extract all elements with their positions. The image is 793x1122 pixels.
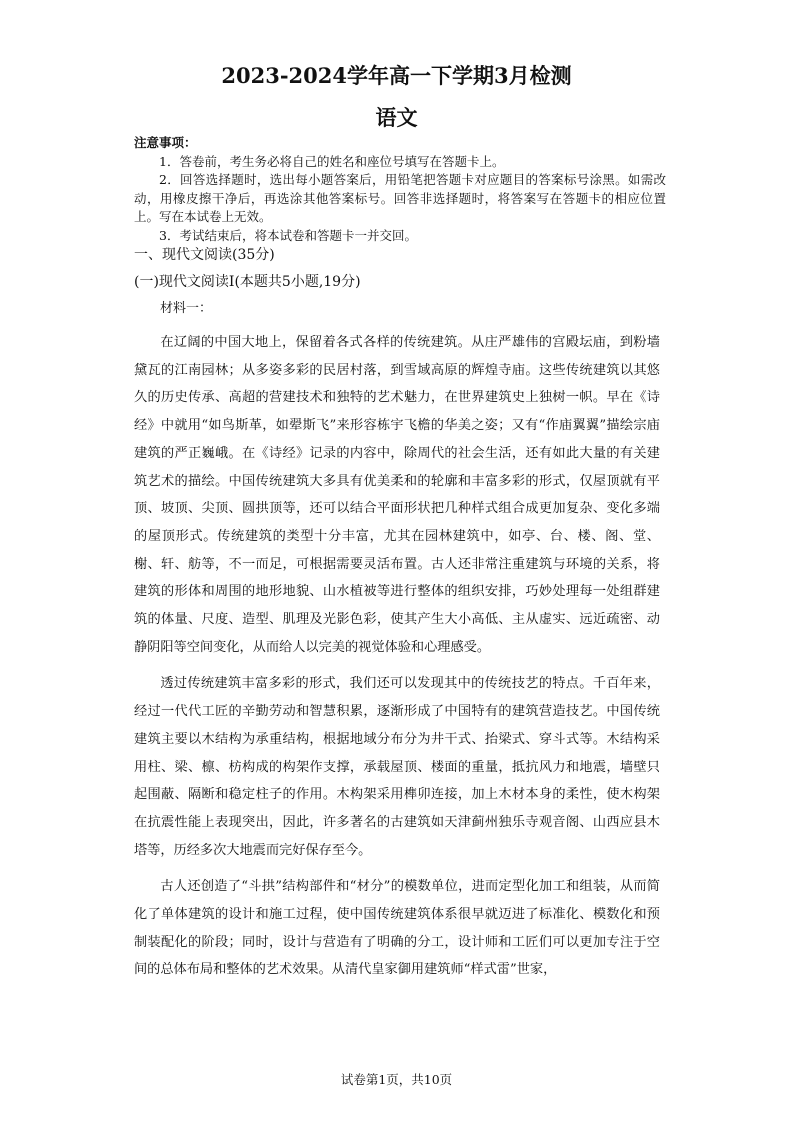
subject-title: 语文 [375, 105, 418, 130]
section-heading-modern-reading: 一、现代文阅读(35分) [134, 247, 275, 263]
exam-title: 2023-2024学年高一下学期3月检测 [221, 63, 572, 88]
passage-paragraph-2: 透过传统建筑丰富多彩的形式，我们还可以发现其中的传统技艺的特点。千百年来，经过一代代工匠的辛勤劳动和智慧积累，逐渐形成了中国特有的建筑营造技艺。中国传统建筑主要以木结构为承重结构，根据地域分布分为井干式、抬梁式、穿斗式等。木结构采用柱、梁、檩、枋构成的构架作支撑，承载屋顶、楼面的重量，抵抗风力和地震，墙壁只起围蔽、隔断和稳定柱子的作用。木构架采用榫卯连接，加上木材本身的柔性，使木构架在抗震性能上表现突出，因此，许多著名的古建筑如天津蓟州独乐寺观音阁、山西应县木塔等，历经多次大地震而完好保存至今。 [134, 676, 660, 858]
material-label: 材料一： [160, 301, 213, 316]
page-footer: 试卷第1页，共10页 [340, 1072, 453, 1087]
notes-heading: 注意事项： [134, 135, 197, 150]
passage-body [134, 329, 660, 993]
passage-paragraph-1: 在辽阔的中国大地上，保留着各式各样的传统建筑。从庄严雄伟的宫殿坛庙，到粉墙黛瓦的江南园林；从多姿多彩的民居村落，到雪域高原的辉煌寺庙。这些传统建筑以其悠久的历史传承、高超的营建技术和独特的艺术魅力，在世界建筑史上独树一帜。早在《诗经》中就用“如鸟斯革，如翚斯飞”来形容栋宇飞檐的华美之姿；又有“作庙翼翼”描绘宗庙建筑的严正巍峨。在《诗经》记录的内容中，除周代的社会生活，还有如此大量的有关建筑艺术的描绘。中国传统建筑大多具有优美柔和的轮廓和丰富多彩的形式，仅屋顶就有平顶、坡顶、尖顶、圆拱顶等，还可以结合平面形状把几种样式组合成更加复杂、变化多端的屋顶形式。传统建筑的类型十分丰富，尤其在园林建筑中，如亭、台、楼、阁、堂、榭、轩、舫等，不一而足，可根据需要灵活布置。古人还非常注重建筑与环境的关系，将建筑的形体和周围的地形地貌、山水植被等进行整体的组织安排，巧妙处理每一处组群建筑的体量、尺度、造型、肌理及光影色彩，使其产生大小高低、主从虚实、远近疏密、动静阴阳等空间变化，从而给人以完美的视觉体验和心理感受。 [134, 335, 660, 655]
note-item-2: 2．回答选择题时，选出每小题答案后，用铅笔把答题卡对应题目的答案标号涂黑。如需改动，用橡皮擦干净后，再选涂其他答案标号。回答非选择题时，将答案写在答题卡的相应位置上。写在本试卷上无效。 [134, 172, 666, 224]
passage-paragraph-3: 古人还创造了“斗拱”结构部件和“材分”的模数单位，进而定型化加工和组装，从而简化了单体建筑的设计和施工过程，使中国传统建筑体系很早就迈进了标准化、模数化和预制装配化的阶段；同时，设计与营造有了明确的分工，设计师和工匠们可以更加专注于空间的总体布局和整体的艺术效果。从清代皇家御用建筑师“样式雷”世家， [134, 879, 660, 978]
subsection-heading-reading-1: (一)现代文阅读Ⅰ(本题共5小题,19分) [134, 274, 361, 290]
note-item-1: 1．答卷前，考生务必将自己的姓名和座位号填写在答题卡上。 [159, 153, 505, 169]
note-item-3: 3．考试结束后，将本试卷和答题卡一并交回。 [159, 227, 417, 243]
notes-block [134, 134, 666, 245]
